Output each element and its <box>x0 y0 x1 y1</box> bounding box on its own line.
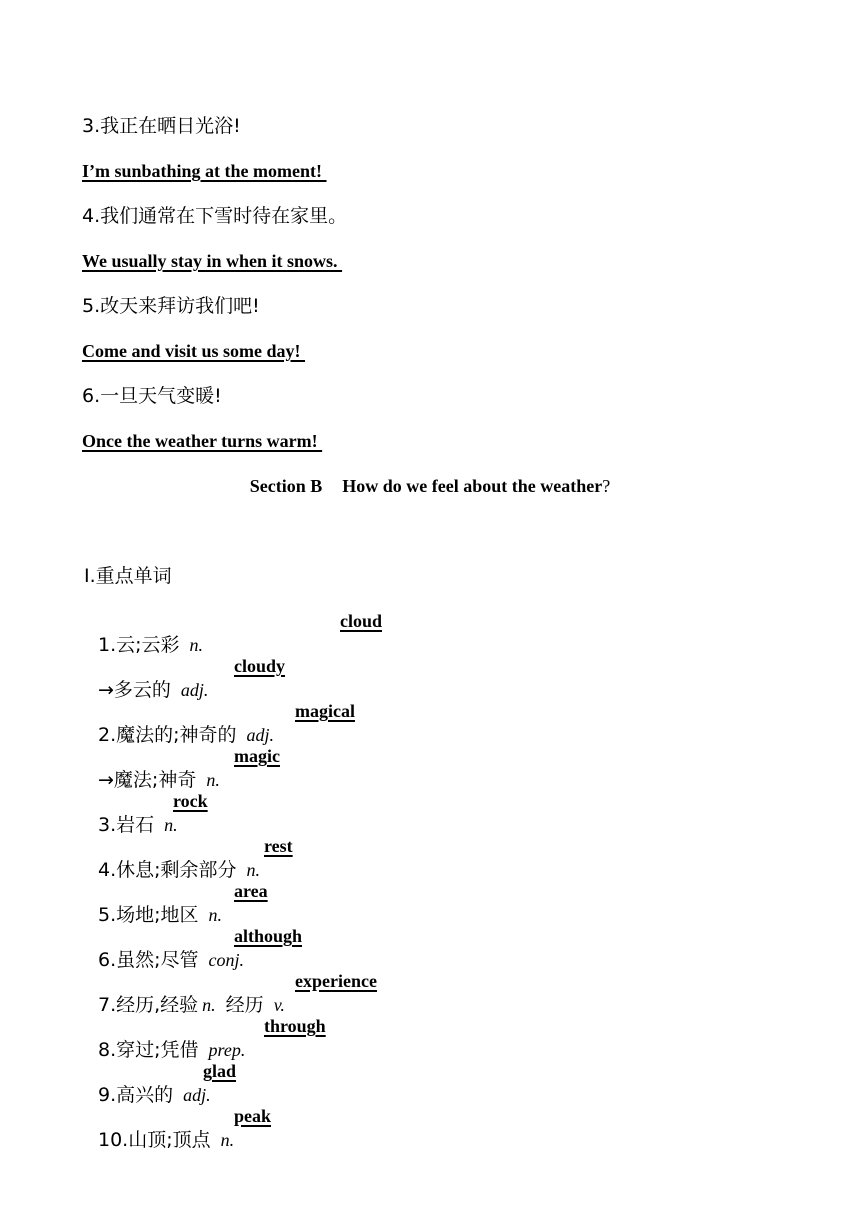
vocab-answer: peak <box>234 1106 272 1126</box>
vocab-pos: prep. <box>208 1040 246 1060</box>
vocab-pos: n. <box>206 770 220 790</box>
vocab-zh: →魔法;神奇 <box>98 769 197 791</box>
sentence-6-zh: 6.一旦天气变暖! <box>82 385 222 407</box>
sentence-5-zh: 5.改天来拜访我们吧! <box>82 295 260 317</box>
vocab-answer: rest <box>264 836 293 856</box>
vocab-pos: n. <box>246 860 261 880</box>
vocab-pos: conj. <box>208 950 245 970</box>
vocab-pos: adj. <box>183 1085 211 1105</box>
vocab-zh: 9.高兴的 <box>98 1084 174 1106</box>
vocab-pos: n. <box>164 815 178 835</box>
vocab-zh: 8.穿过;凭借 <box>98 1039 199 1061</box>
section-question-mark: ? <box>602 476 611 496</box>
vocab-pos-secondary: v. <box>273 995 285 1015</box>
sentence-4-en: We usually stay in when it snows. <box>82 251 343 271</box>
vocab-pos: n. <box>208 905 223 925</box>
vocab-zh: 6.虽然;尽管 <box>98 949 199 971</box>
vocab-zh: 5.场地;地区 <box>98 904 199 926</box>
vocab-answer: magic <box>234 746 280 766</box>
vocab-answer: cloud <box>340 611 383 631</box>
vocab-zh: 7.经历,经验 <box>98 994 199 1016</box>
sentence-3-zh: 3.我正在晒日光浴! <box>82 115 241 137</box>
vocab-pos: n. <box>202 995 216 1015</box>
vocab-answer: glad <box>203 1061 237 1081</box>
vocab-zh: 2.魔法的;神奇的 <box>98 724 237 746</box>
vocab-answer: cloudy <box>234 656 286 676</box>
vocab-zh: 3.岩石 <box>98 814 155 836</box>
vocab-pos: n. <box>220 1130 235 1150</box>
vocab-pos: adj. <box>180 680 209 700</box>
vocab-answer: although <box>234 926 303 946</box>
vocab-zh: →多云的 <box>98 679 171 701</box>
sentence-4-zh: 4.我们通常在下雪时待在家里。 <box>82 205 348 227</box>
vocab-answer: through <box>264 1016 326 1036</box>
vocab-pos: n. <box>189 635 204 655</box>
vocab-zh: 10.山顶;顶点 <box>98 1129 211 1151</box>
sentence-3-en: I’m sunbathing at the moment! <box>82 161 327 181</box>
vocab-item <box>82 1104 234 1178</box>
section-title: How do we feel about the weather <box>342 476 603 496</box>
vocab-zh: 1.云;云彩 <box>98 634 180 656</box>
sentence-6-en: Once the weather turns warm! <box>82 431 323 451</box>
vocab-answer: magical <box>295 701 355 721</box>
section-label: Section B <box>249 476 323 496</box>
sentence-5-en: Come and visit us some day! <box>82 341 306 361</box>
vocab-zh: 4.休息;剩余部分 <box>98 859 237 881</box>
vocab-answer: experience <box>295 971 377 991</box>
vocab-zh-secondary: 经历 <box>225 994 264 1016</box>
vocab-heading: Ⅰ.重点单词 <box>84 565 172 587</box>
vocab-pos: adj. <box>246 725 275 745</box>
section-heading <box>0 474 860 498</box>
vocab-answer: area <box>234 881 268 901</box>
vocab-answer: rock <box>173 791 208 811</box>
